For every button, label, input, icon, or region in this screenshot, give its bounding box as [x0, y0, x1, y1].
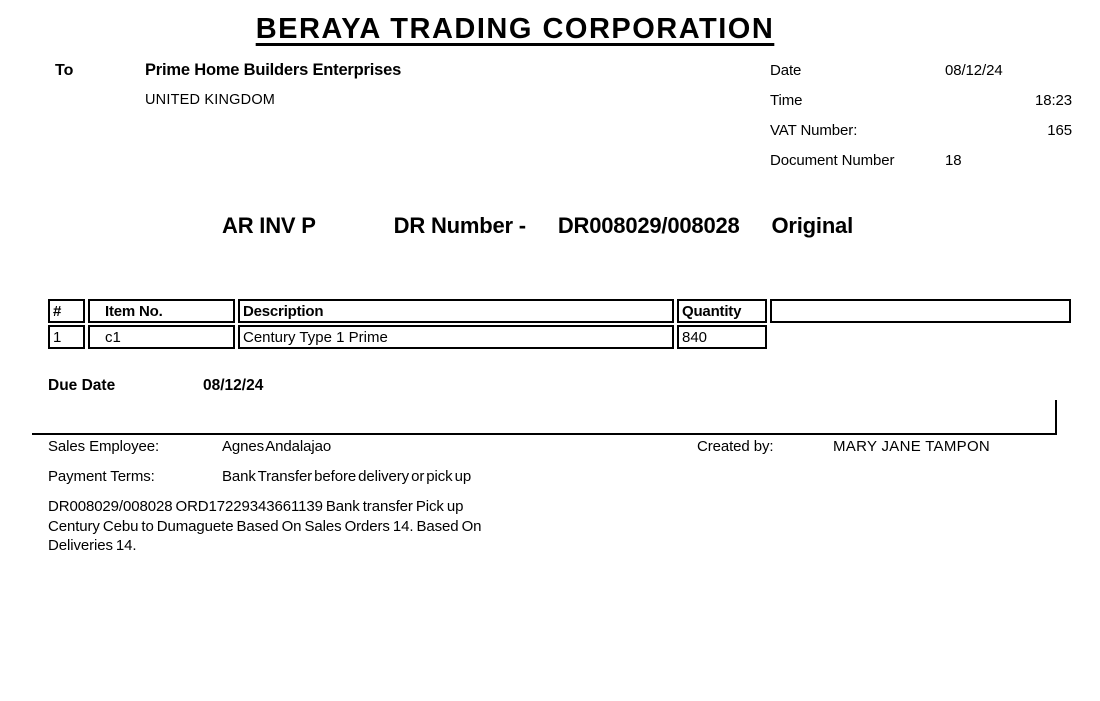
remarks-paragraph: [48, 497, 481, 556]
cell-empty: [770, 325, 1071, 349]
remarks-line: Deliveries 14.: [48, 537, 137, 554]
document-heading: [222, 213, 853, 239]
company-title-wrap: [0, 13, 1030, 46]
document-number-value: 18: [945, 152, 962, 169]
time-label: Time: [770, 92, 803, 109]
company-title: BERAYA TRADING CORPORATION: [255, 13, 775, 45]
payment-terms-label: Payment Terms:: [48, 468, 155, 485]
sales-employee-label: Sales Employee:: [48, 438, 160, 455]
created-by-label: Created by:: [697, 438, 774, 455]
table-row: [48, 325, 1071, 349]
footer-divider-line: [32, 433, 1057, 435]
recipient-country: UNITED KINGDOM: [145, 92, 276, 108]
date-label: Date: [770, 62, 802, 79]
time-value: 18:23: [1034, 92, 1072, 109]
vat-number-value: 165: [1047, 122, 1072, 139]
due-date-label: Due Date: [48, 377, 116, 394]
to-label: To: [55, 62, 74, 79]
created-by-value: MARY JANE TAMPON: [833, 438, 991, 455]
vat-number-label: VAT Number:: [770, 122, 858, 139]
col-header-empty: [770, 299, 1071, 323]
document-number-label: Document Number: [770, 152, 895, 169]
items-table: [45, 297, 1074, 351]
meta-row-time: [770, 92, 1072, 122]
meta-row-date: [770, 62, 1072, 92]
cell-item-no: c1: [88, 325, 235, 349]
recipient-name: Prime Home Builders Enterprises: [145, 61, 402, 79]
meta-row-document-number: [770, 152, 1072, 182]
frame-corner-vertical-line: [1055, 400, 1057, 434]
items-table-header-row: [48, 299, 1071, 323]
dr-number-value: DR008029/008028: [557, 213, 740, 238]
col-header-description: Description: [238, 299, 674, 323]
payment-terms-value: Bank Transfer before delivery or pick up: [222, 468, 472, 485]
cell-quantity: 840: [677, 325, 767, 349]
meta-row-vat: [770, 122, 1072, 152]
remarks-line: DR008029/008028 ORD17229343661139 Bank transfer Pick up: [48, 498, 464, 515]
sales-employee-value: Agnes Andalajao: [222, 438, 332, 455]
dr-number-label: DR Number -: [393, 213, 526, 238]
date-value: 08/12/24: [945, 62, 1003, 79]
cell-line-num: 1: [48, 325, 85, 349]
col-header-item-no: Item No.: [88, 299, 235, 323]
document-type: AR INV P: [222, 213, 316, 238]
cell-description: Century Type 1 Prime: [238, 325, 674, 349]
col-header-line-num: #: [48, 299, 85, 323]
items-table-wrap: [45, 297, 1074, 351]
remarks-line: Century Cebu to Dumaguete Based On Sales Orders 14. Based On: [48, 517, 482, 535]
document-status: Original: [771, 213, 854, 238]
document-meta: [770, 62, 1072, 182]
col-header-quantity: Quantity: [677, 299, 767, 323]
due-date-value: 08/12/24: [203, 377, 264, 394]
